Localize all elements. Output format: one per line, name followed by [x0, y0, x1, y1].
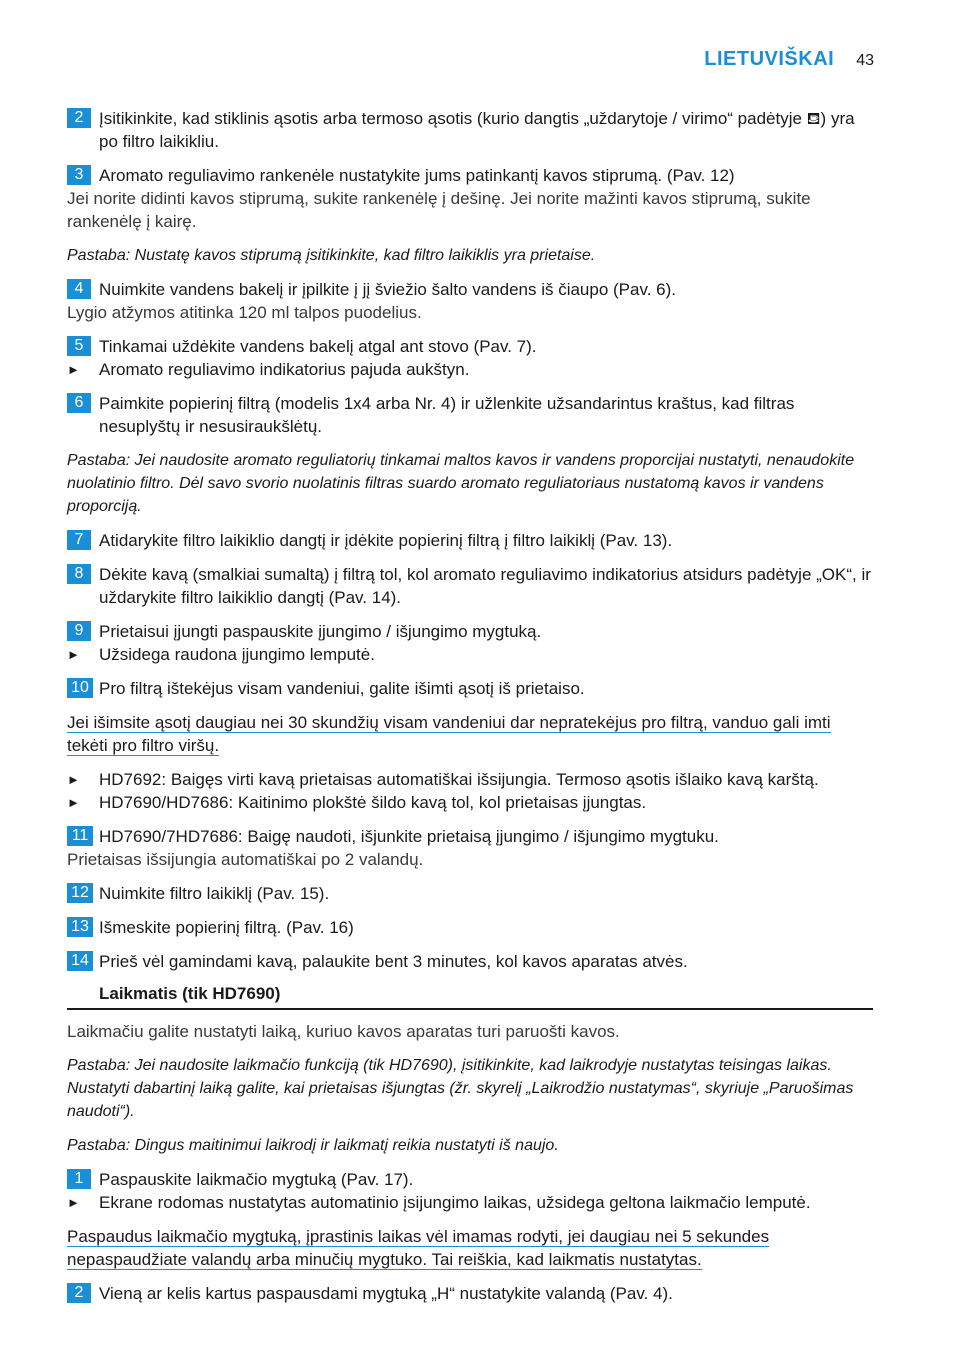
triangle-right-icon: ► — [67, 362, 80, 377]
step-text: Prieš vėl gamindami kavą, palaukite bent 3 minutes, kol kavos aparatas atvės. — [99, 952, 688, 971]
step-text: Nuimkite vandens bakelį ir įpilkite į jį šviežio šalto vandens iš čiaupo (Pav. 6). — [99, 280, 676, 299]
page-content — [67, 107, 873, 1316]
bullet-text: Aromato reguliavimo indikatorius pajuda aukštyn. — [99, 360, 470, 379]
triangle-right-icon: ► — [67, 647, 80, 662]
step-text: Aromato reguliavimo rankenėle nustatykite jums patinkantį kavos stiprumą. (Pav. 12) — [99, 166, 735, 185]
step-number: 5 — [67, 336, 91, 356]
step-text: Dėkite kavą (smalkiai sumaltą) į filtrą tol, kol aromato reguliavimo indikatorius atsidurs padėtyje „OK“, ir uždarykite filtro laikiklio dangtį (Pav. 14). — [99, 565, 871, 607]
note-timer-clock: Pastaba: Jei naudosite laikmačio funkciją (tik HD7690), įsitikinkite, kad laikrodyje nustatytas teisingas laikas. Nustatyti dabartinį laiką galite, kai prietaisas išjungtas (žr. skyrelį „Laikrodžio nustatymas“, skyriuje „Paruošimas naudoti“). — [67, 1057, 854, 1120]
step-number: 9 — [67, 621, 91, 641]
step-number: 7 — [67, 530, 91, 550]
note-power-failure: Pastaba: Dingus maitinimui laikrodį ir laikmatį reikia nustatyti iš naujo. — [67, 1137, 559, 1154]
step-text: Nuimkite filtro laikiklį (Pav. 15). — [99, 884, 330, 903]
language-label: LIETUVIŠKAI — [704, 48, 835, 70]
step-number: 4 — [67, 279, 91, 299]
step-3-detail: Jei norite didinti kavos stiprumą, sukite rankenėlę į dešinę. Jei norite mažinti kavos stiprumą, sukite rankenėlę į kairę. — [67, 189, 811, 231]
warning-text: Jei išimsite ąsotį daugiau nei 30 skundžių visam vandeniui dar nepratekėjus pro filtrą, vanduo gali imti tekėti pro filtro viršų. — [67, 713, 831, 755]
page-header — [704, 48, 874, 71]
step-7 — [67, 529, 873, 552]
step-number: 8 — [67, 564, 91, 584]
step-12 — [67, 882, 873, 905]
step-text: Paimkite popierinį filtrą (modelis 1x4 arba Nr. 4) ir užlenkite užsandarintus kraštus, kad filtras nesuplyštų ir nesusiraukšlėtų. — [99, 394, 795, 436]
step-text: HD7690/7HD7686: Baigę naudoti, išjunkite prietaisą įjungimo / išjungimo mygtuku. — [99, 827, 719, 846]
step-11-detail: Prietaisas išsijungia automatiškai po 2 valandų. — [67, 850, 424, 869]
triangle-right-icon: ► — [67, 795, 80, 810]
result-bullet — [67, 358, 873, 381]
step-9 — [67, 620, 873, 643]
step-11 — [67, 825, 873, 848]
timer-step-2 — [67, 1282, 873, 1305]
bullet-text: Ekrane rodomas nustatytas automatinio įsijungimo laikas, užsidega geltona laikmačio lemputė. — [99, 1193, 811, 1212]
step-4-detail: Lygio atžymos atitinka 120 ml talpos puodelius. — [67, 303, 422, 322]
step-2 — [67, 107, 873, 153]
step-number: 3 — [67, 165, 91, 185]
triangle-right-icon: ► — [67, 772, 80, 787]
step-text: Atidarykite filtro laikiklio dangtį ir įdėkite popierinį filtrą į filtro laikiklį (Pav. 13). — [99, 531, 673, 550]
step-number: 1 — [67, 1169, 91, 1189]
result-bullet — [67, 791, 873, 814]
note-permanent-filter: Pastaba: Jei naudosite aromato reguliatorių tinkamai maltos kavos ir vandens proporcijai nustatyti, nenaudokite nuolatinio filtro. Dėl savo svorio nuolatinis filtras suardo aromato reguliatoriaus nustatomą kavos ir vandens proporciją. — [67, 452, 855, 515]
step-14 — [67, 950, 873, 973]
result-bullet — [67, 1191, 873, 1214]
step-text: Tinkamai uždėkite vandens bakelį atgal ant stovo (Pav. 7). — [99, 337, 537, 356]
step-number: 6 — [67, 393, 91, 413]
result-bullet — [67, 643, 873, 666]
step-number: 14 — [67, 951, 93, 971]
triangle-right-icon: ► — [67, 1195, 80, 1210]
step-6 — [67, 392, 873, 438]
step-number: 11 — [67, 826, 93, 846]
warning-text: Paspaudus laikmačio mygtuką, įprastinis laikas vėl imamas rodyti, jei daugiau nei 5 sekundes nepaspaudžiate valandų arba minučių mygtuko. Tai reiškia, kad laikmatis nustatytas. — [67, 1227, 770, 1269]
note-filter-holder: Pastaba: Nustatę kavos stiprumą įsitikinkite, kad filtro laikiklis yra prietaise. — [67, 247, 596, 264]
step-8 — [67, 563, 873, 609]
step-13 — [67, 916, 873, 939]
step-5 — [67, 335, 873, 358]
step-10 — [67, 677, 873, 700]
section-intro: Laikmačiu galite nustatyti laiką, kuriuo kavos aparatas turi paruošti kavos. — [67, 1022, 620, 1041]
step-number: 2 — [67, 108, 91, 128]
step-3 — [67, 164, 873, 187]
step-text: Prietaisui įjungti paspauskite įjungimo / išjungimo mygtuką. — [99, 622, 542, 641]
section-heading: Laikmatis (tik HD7690) — [67, 982, 873, 1010]
step-text: Paspauskite laikmačio mygtuką (Pav. 17). — [99, 1170, 414, 1189]
step-text: Išmeskite popierinį filtrą. (Pav. 16) — [99, 918, 354, 937]
step-text: Vieną ar kelis kartus paspausdami mygtuką „H“ nustatykite valandą (Pav. 4). — [99, 1284, 673, 1303]
step-4 — [67, 278, 873, 301]
step-number: 10 — [67, 678, 93, 698]
warning-paragraph — [67, 1225, 873, 1271]
step-text: Įsitikinkite, kad stiklinis ąsotis arba termoso ąsotis (kurio dangtis „uždarytoje / virimo“ padėtyje ⛾) yra po filtro laikikliu. — [99, 109, 855, 151]
bullet-text: HD7692: Baigęs virti kavą prietaisas automatiškai išsijungia. Termoso ąsotis išlaiko kavą karštą. — [99, 770, 819, 789]
timer-step-1 — [67, 1168, 873, 1191]
bullet-text: HD7690/HD7686: Kaitinimo plokštė šildo kavą tol, kol prietaisas įjungtas. — [99, 793, 647, 812]
step-number: 2 — [67, 1283, 91, 1303]
page-number: 43 — [856, 52, 874, 69]
step-number: 12 — [67, 883, 93, 903]
bullet-text: Užsidega raudona įjungimo lemputė. — [99, 645, 375, 664]
step-text: Pro filtrą ištekėjus visam vandeniui, galite išimti ąsotį iš prietaiso. — [99, 679, 585, 698]
result-bullet — [67, 768, 873, 791]
step-number: 13 — [67, 917, 93, 937]
warning-paragraph — [67, 711, 873, 757]
